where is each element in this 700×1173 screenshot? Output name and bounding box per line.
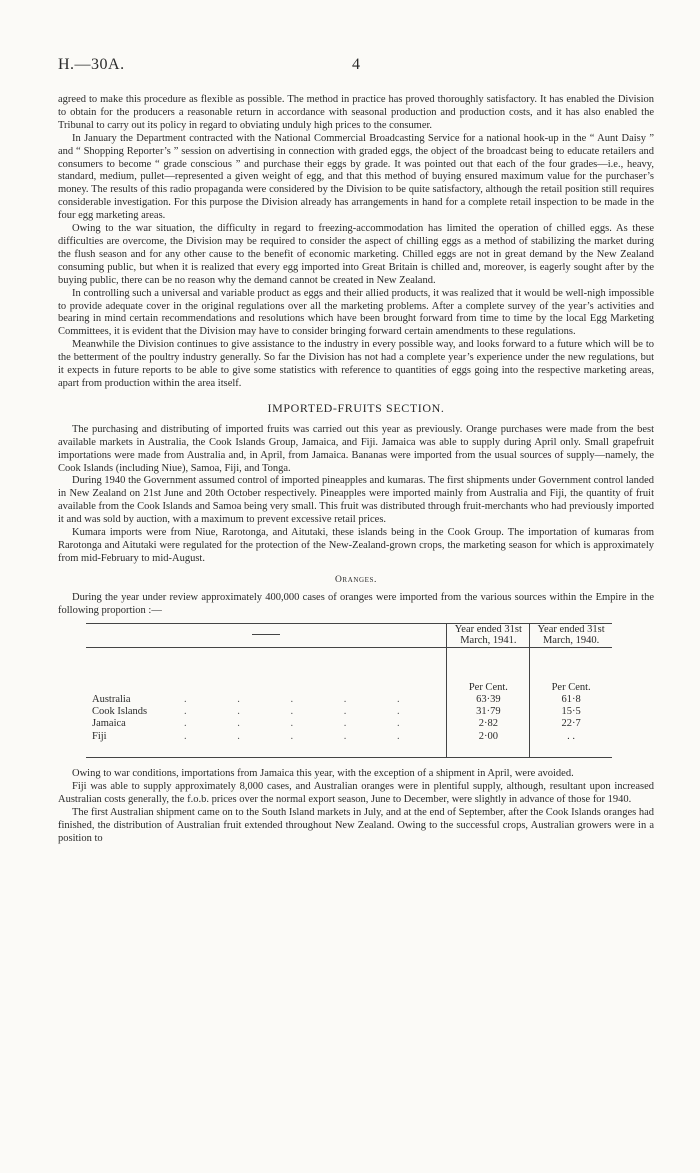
- table-header-1940: Year ended 31st March, 1940.: [530, 623, 612, 647]
- value-1940: 61·8: [561, 693, 581, 705]
- orange-import-table: [86, 623, 612, 759]
- paragraph: Owing to war conditions, importations from Jamaica this year, with the exception of a shipment in April, were avoided.: [72, 768, 574, 780]
- row-source: Australia: [92, 693, 131, 705]
- value-1940: 22·7: [561, 718, 581, 730]
- header-dash: [252, 634, 280, 635]
- paragraph: The first Australian shipment came on to the South Island markets in July, and at the end of September, after the Cook Islands oranges had finished, the distribution of Australian fruit extended throughout New Zealand. Owing to the successful crops, Australian growers were in a position to: [58, 806, 654, 844]
- row-source: Fiji: [92, 730, 107, 742]
- paragraph: Kumara imports were from Niue, Rarotonga, and Aitutaki, these islands being in the Cook Group. The importation of kumaras from Rarotonga and Aitutaki were regulated for the protection of the New-Zealand-grown crops, the marketing season for which is approximately from mid-February to mid-August.: [58, 527, 654, 564]
- value-1940: 15·5: [561, 706, 581, 718]
- paragraph: agreed to make this procedure as flexible as possible. The method in practice has proved thoroughly satisfactory. It has enabled the Division to obtain for the producers a reasonable return in accordance with seasonal production and production costs, and it has also enabled the Tribunal to carry out its policy in regard to obviating unduly high prices to the consumer.: [58, 94, 654, 131]
- paragraph: Fiji was able to supply approximately 8,000 cases, and Australian oranges were in plentiful supply, although, resultant upon increased Australian costs generally, the f.o.b. prices over the normal export season, June to December, were slightly in advance of those for 1940.: [58, 781, 654, 806]
- report-reference: H.—30A.: [58, 56, 125, 73]
- value-1941: 31·79: [447, 706, 530, 718]
- table-row: [86, 694, 612, 706]
- leader-dots: . . . . .: [184, 718, 424, 730]
- paragraph: Owing to the war situation, the difficulty in regard to freezing-accommodation has limited the operation of chilled eggs. As these difficulties are overcome, the Division may be required to consider the aspect of chilling eggs as a method of stabilizing the market during the flush season and for any other cause to the benefit of economic marketing. Chilled eggs are not in great demand by the New Zealand consuming public, but when it is realized that every egg imported into Great Britain is chilled and, moreover, is eagerly sought after by the buying public, there can be no reason why the demand cannot be created in New Zealand.: [58, 223, 654, 286]
- row-source: Jamaica: [92, 718, 126, 730]
- page-header: [58, 56, 650, 76]
- page-number: 4: [352, 56, 360, 73]
- table-row: [86, 718, 612, 730]
- table-header-1941: Year ended 31st March, 1941.: [447, 623, 530, 647]
- leader-dots: . . . . .: [184, 706, 424, 718]
- paragraph: In January the Department contracted with the National Commercial Broadcasting Service for a national hook-up in the “ Aunt Daisy ” and “ Shopping Reporter’s ” session on advertising in connection with graded eggs, the object of the broadcast being to educate retailers and consumers to become “ grade conscious ” and purchase their eggs by grade. It was pointed out that each of the four grades—i.e., heavy, standard, medium, pullet—represented a given weight of egg, and that this method of buying ensured maximum value for the purchaser’s money. The results of this radio propaganda were considered by the Division to be quite satisfactory, although the retail position still requires considerable investigation. For this purpose the Division already has arrangements in hand for a complete retail inspection to be made in the four egg marketing areas.: [58, 132, 654, 222]
- table-header-row: [86, 623, 612, 647]
- value-1941: 63·39: [447, 694, 530, 706]
- section-heading: IMPORTED-FRUITS SECTION.: [267, 400, 445, 415]
- leader-dots: . . . . .: [184, 730, 424, 742]
- value-1940: . .: [567, 730, 576, 742]
- row-source: Cook Islands: [92, 706, 148, 718]
- value-1941: 2·00: [447, 731, 530, 743]
- body-text: [58, 94, 654, 846]
- paragraph: In controlling such a universal and variable product as eggs and their allied products, it was realized that it would be well-nigh impossible to provide adequate cover in the original regulations over all the marketing problems. After a complete survey of the year’s activities and bearing in mind certain recommendations and resolutions which have been brought forward from time to time by the local Egg Marketing Committees, it is evident that the Division may have to consider bringing forward certain amendments to these regulations.: [58, 287, 654, 338]
- table-row: [86, 731, 612, 743]
- paragraph: The purchasing and distributing of imported fruits was carried out this year as previously. Orange purchases were made from the best available markets in Australia, the Cook Islands Group, Jamaica, and Fiji. Jamaica was able to supply during April only. Small grapefruit importations were made from Australia and, in April, from Jamaica. Bananas were imported from the usual sources of supply—namely, the Cook Islands (including Niue), Samoa, Fiji, and Tonga.: [58, 423, 654, 474]
- leader-dots: . . . . .: [184, 693, 424, 705]
- units-row: [86, 682, 612, 694]
- unit-label: Per Cent.: [447, 682, 530, 694]
- paragraph: During 1940 the Government assumed control of imported pineapples and kumaras. The first shipments under Government control landed in New Zealand on 21st June and 20th October respectively. Pineapples were imported mainly from Australia and Fiji, the quantity of fruit available from the Cook Islands and Samoa being very small. This fruit was distributed through fruit-merchants who had previously imported it and was sold by auction, with a maximum to prevent excessive retail prices.: [58, 475, 654, 526]
- paragraph: Meanwhile the Division continues to give assistance to the industry in every possible way, and looks forward to a future which will be to the betterment of the poultry industry generally. So far the Division has not had a complete year’s experience under the new regulations, but it expects in future reports to be able to give some statistics with reference to quantities of eggs going into the respective marketing areas, apart from production within the area itself.: [58, 339, 654, 389]
- unit-label: Per Cent.: [551, 681, 591, 693]
- table-row: [86, 706, 612, 718]
- value-1941: 2·82: [447, 718, 530, 730]
- table-header-blank: [86, 623, 447, 647]
- subsection-heading: Oranges.: [334, 574, 378, 585]
- paragraph: During the year under review approximately 400,000 cases of oranges were imported from the various sources within the Empire in the following proportion :—: [58, 591, 654, 616]
